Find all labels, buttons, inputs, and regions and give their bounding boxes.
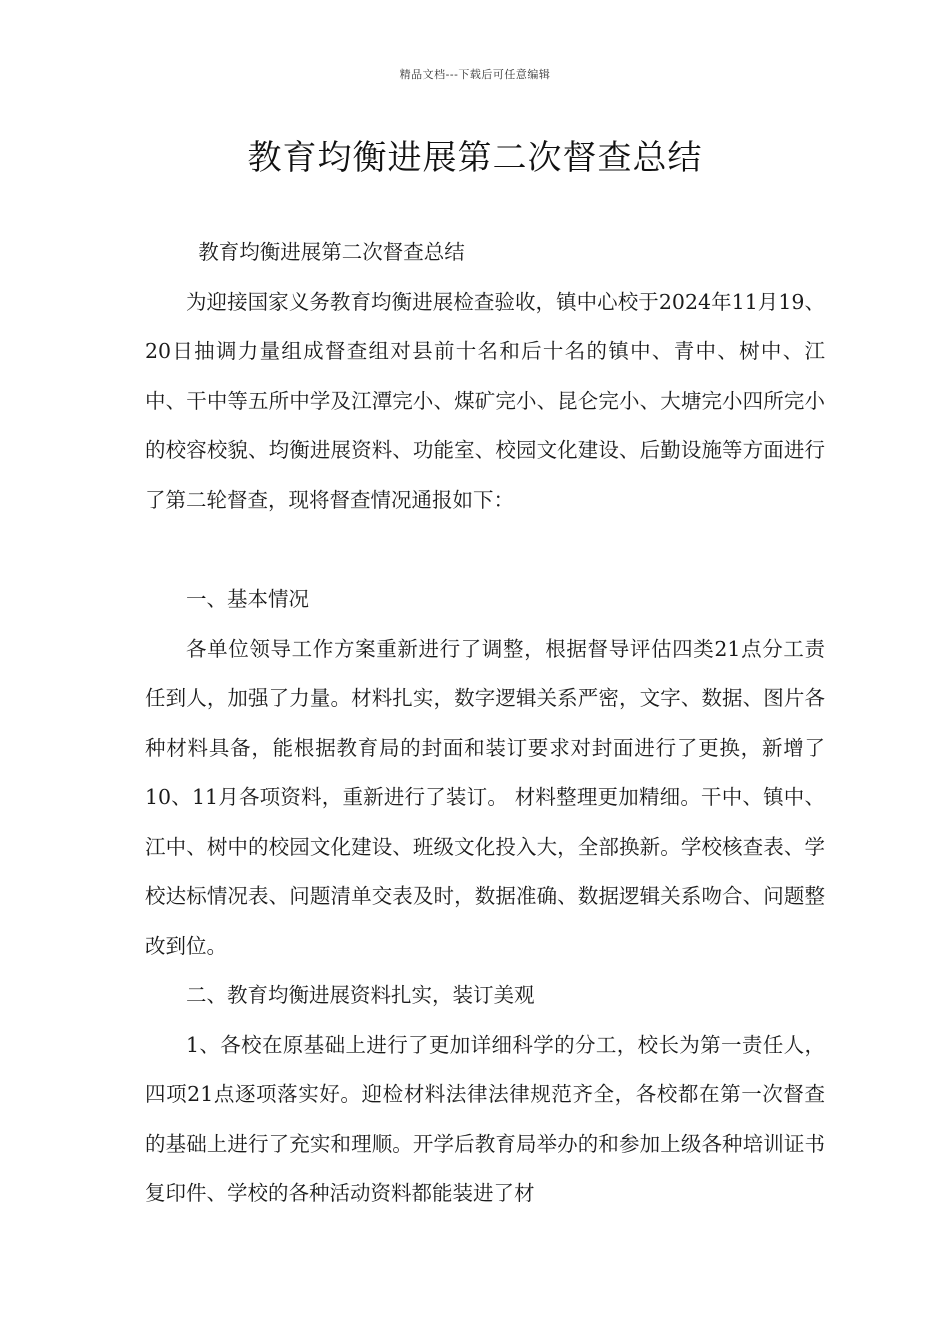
- section-2-item-1: 1、各校在原基础上进行了更加详细科学的分工，校长为第一责任人，四项21点逐项落实好。迎检材料法律法律规范齐全，各校都在第一次督查的基础上进行了充实和理顺。开学后教育局举办的和参加上级各种培训证书复印件、学校的各种活动资料都能装进了材: [145, 1032, 825, 1205]
- section-1-paragraph: 各单位领导工作方案重新进行了调整，根据督导评估四类21点分工责任到人，加强了力量。材料扎实，数字逻辑关系严密，文字、数据、图片各种材料具备，能根据教育局的封面和装订要求对封面进行了更换，新增了10、11月各项资料，重新进行了装订。 材料整理更加精细。干中、镇中、江中、树中的校园文化建设、班级文化投入大，全部换新。学校核查表、学校达标情况表、问题清单交表及时，数据准确、数据逻辑关系吻合、问题整改到位。: [145, 636, 825, 958]
- paragraph-spacer: [145, 525, 825, 575]
- document-title: 教育均衡进展第二次督查总结: [247, 138, 703, 178]
- section-2-heading: 二、教育均衡进展资料扎实，装订美观: [186, 983, 535, 1007]
- document-subtitle: 教育均衡进展第二次督查总结: [198, 240, 465, 264]
- header-note: 精品文档---下载后可任意编辑: [399, 68, 551, 81]
- document-body: [145, 228, 825, 1219]
- intro-paragraph: 为迎接国家义务教育均衡进展检查验收，镇中心校于2024年11月19、20日抽调力量组成督查组对县前十名和后十名的镇中、青中、树中、江中、干中等五所中学及江潭完小、煤矿完小、昆仑完小、大塘完小四所完小的校容校貌、均衡进展资料、功能室、校园文化建设、后勤设施等方面进行了第二轮督查，现将督查情况通报如下：: [145, 289, 825, 512]
- section-1-heading: 一、基本情况: [186, 587, 309, 611]
